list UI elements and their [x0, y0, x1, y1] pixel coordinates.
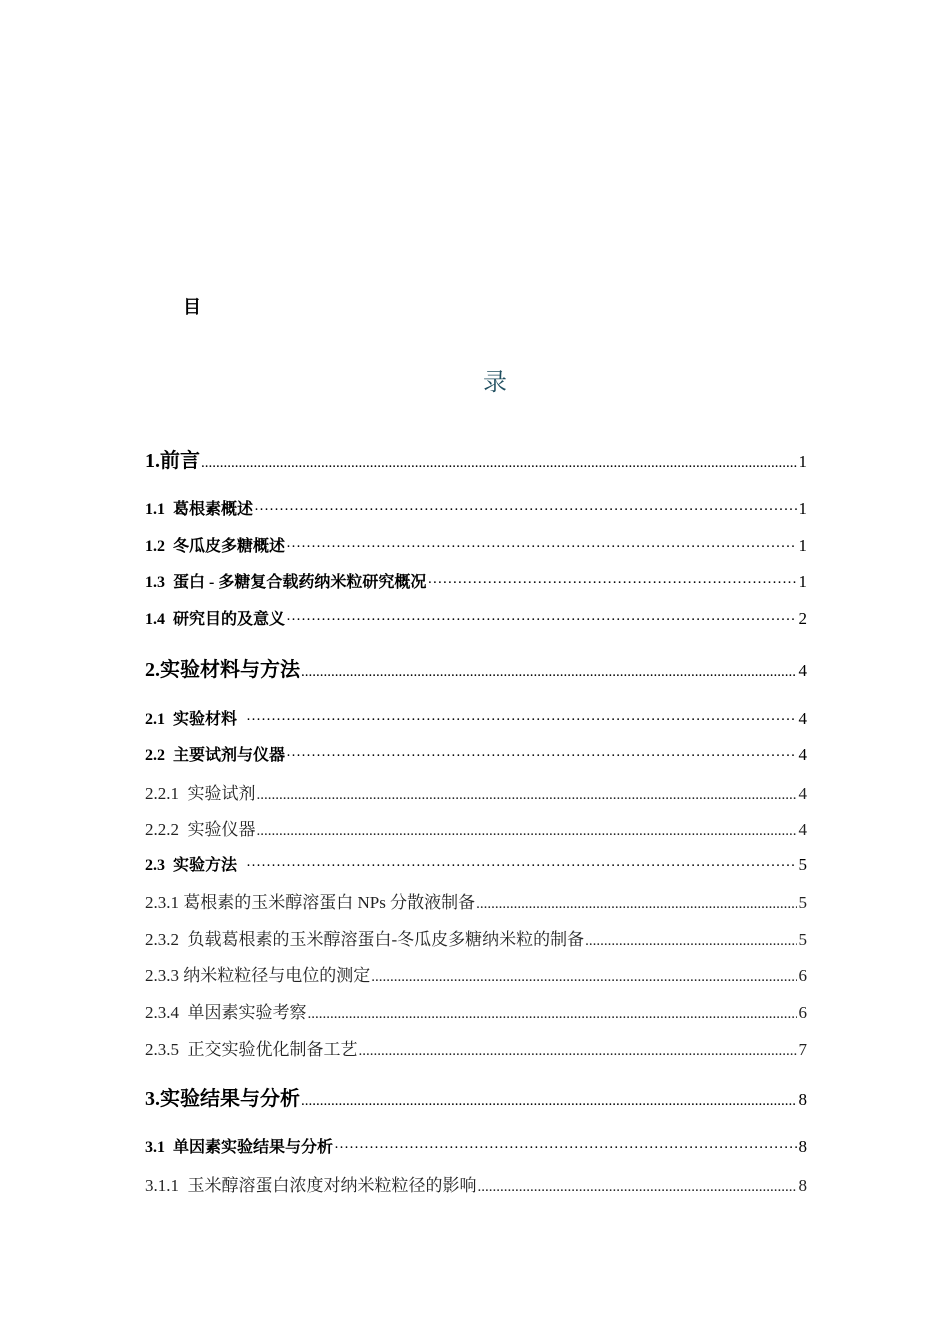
toc-entry-page: 2: [798, 609, 807, 628]
toc-entry-label: 1.前言: [145, 450, 200, 472]
toc-entry[interactable]: [145, 852, 807, 875]
toc-entry-page: 4: [798, 661, 807, 680]
toc-entry[interactable]: [145, 706, 807, 729]
toc-entry[interactable]: [145, 569, 807, 592]
toc-heading-part-1: 目: [183, 297, 201, 318]
toc-leader-dots: [334, 1140, 796, 1157]
toc-leader-dots: [286, 612, 796, 629]
toc-entry-page: 5: [798, 930, 807, 949]
toc-leader-dots: [585, 933, 796, 950]
toc-entry-label: 3.实验结果与分析: [145, 1088, 300, 1110]
toc-entry-label: 2.2.2 实验仪器: [145, 820, 256, 839]
toc-entry-page: 1: [798, 572, 807, 591]
toc-entry-label: 2.3.1 葛根素的玉米醇溶蛋白 NPs 分散液制备: [145, 893, 476, 912]
toc-entry-page: 6: [798, 966, 807, 985]
toc-entry-page: 4: [798, 745, 807, 764]
toc-entry-label: 2.实验材料与方法: [145, 659, 300, 681]
toc-entry[interactable]: [145, 925, 807, 950]
toc-leader-dots: [201, 455, 797, 472]
toc-entry-label: 1.1 葛根素概述: [145, 501, 254, 518]
toc-entry[interactable]: [145, 742, 807, 765]
toc-entry-label: 2.3.5 正交实验优化制备工艺: [145, 1040, 358, 1059]
toc-leader-dots: [254, 502, 796, 519]
toc-entry[interactable]: [145, 1134, 807, 1157]
toc-entry-label: 3.1.1 玉米醇溶蛋白浓度对纳米粒粒径的影响: [145, 1176, 477, 1195]
toc-entry[interactable]: [145, 606, 807, 629]
toc-leader-dots: [427, 575, 796, 592]
toc-leader-dots: [286, 539, 796, 556]
toc-entry[interactable]: [145, 1082, 807, 1111]
toc-entry[interactable]: [145, 1035, 807, 1060]
toc-leader-dots: [286, 748, 796, 765]
toc-entry-label: 2.3.3 纳米粒粒径与电位的测定: [145, 966, 371, 985]
toc-entry[interactable]: [145, 496, 807, 519]
toc-entry-label: 2.3.4 单因素实验考察: [145, 1003, 307, 1022]
toc-leader-dots: [308, 1006, 797, 1023]
toc-entry-page: 5: [798, 855, 807, 874]
toc-leader-dots: [257, 787, 797, 804]
toc-heading-part-2: 录: [483, 368, 507, 396]
toc-entry-label: 2.1 实验材料: [145, 711, 246, 728]
toc-leader-dots: [476, 896, 796, 913]
toc-entry[interactable]: [145, 815, 807, 840]
toc-entry-page: 1: [798, 536, 807, 555]
toc-leader-dots: [359, 1043, 797, 1060]
toc-entry-page: 6: [798, 1003, 807, 1022]
toc-entry-page: 5: [798, 893, 807, 912]
toc-leader-dots: [371, 969, 796, 986]
toc-leader-dots: [246, 858, 796, 875]
toc-entry[interactable]: [145, 1171, 807, 1196]
toc-entry-page: 1: [798, 499, 807, 518]
toc-leader-dots: [246, 712, 796, 729]
toc-entry-page: 4: [798, 709, 807, 728]
toc-entry[interactable]: [145, 998, 807, 1023]
toc-entry-page: 7: [798, 1040, 807, 1059]
toc-leader-dots: [478, 1179, 797, 1196]
toc-entry[interactable]: [145, 961, 807, 986]
toc-entry[interactable]: [145, 888, 807, 913]
toc-entry-page: 1: [798, 452, 807, 471]
toc-entry-label: 2.2 主要试剂与仪器: [145, 747, 286, 764]
toc-entry[interactable]: [145, 533, 807, 556]
toc-entry[interactable]: [145, 444, 807, 473]
toc-entry-page: 8: [798, 1090, 807, 1109]
toc-entry-page: 8: [798, 1137, 807, 1156]
toc-entry-label: 2.3 实验方法: [145, 857, 246, 874]
toc-leader-dots: [301, 664, 797, 681]
toc-entry-page: 4: [798, 820, 807, 839]
toc-entry-page: 4: [798, 784, 807, 803]
toc-leader-dots: [257, 823, 797, 840]
toc-entry-page: 8: [798, 1176, 807, 1195]
toc-entry-label: 3.1 单因素实验结果与分析: [145, 1139, 334, 1156]
toc-entry-label: 1.4 研究目的及意义: [145, 611, 286, 628]
toc-entry-label: 1.2 冬瓜皮多糖概述: [145, 538, 286, 555]
toc-entry-label: 1.3 蛋白 - 多糖复合载药纳米粒研究概况: [145, 574, 427, 591]
toc-entry[interactable]: [145, 653, 807, 682]
toc-leader-dots: [301, 1093, 797, 1110]
toc-entry-label: 2.2.1 实验试剂: [145, 784, 256, 803]
toc-entry[interactable]: [145, 779, 807, 804]
toc-entry-label: 2.3.2 负载葛根素的玉米醇溶蛋白-冬瓜皮多糖纳米粒的制备: [145, 930, 585, 949]
